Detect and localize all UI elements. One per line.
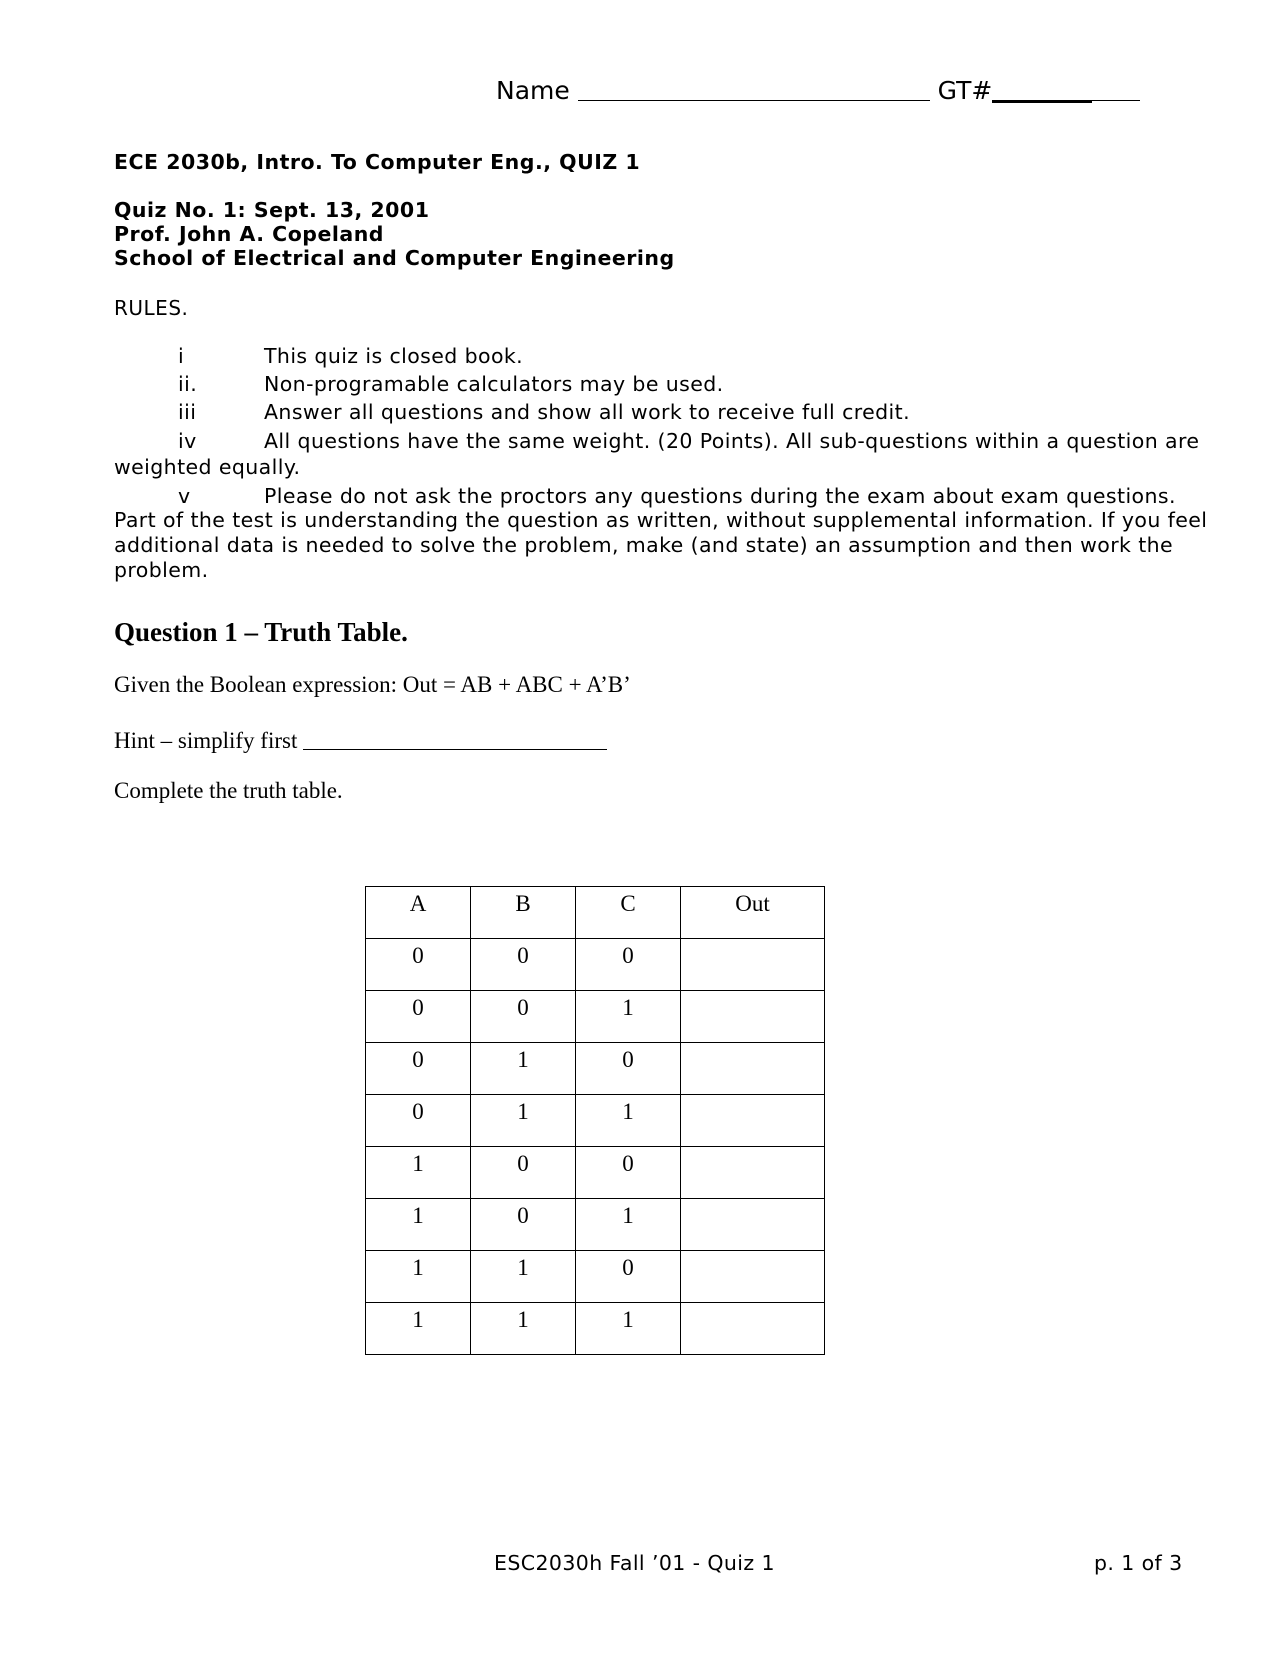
table-row — [366, 1043, 825, 1095]
cell-b: 0 — [471, 1147, 576, 1199]
cell-c: 0 — [576, 1251, 681, 1303]
column-header-out: Out — [681, 887, 825, 939]
cell-out[interactable] — [681, 1095, 825, 1147]
cell-out[interactable] — [681, 1043, 825, 1095]
hint-line — [114, 725, 607, 754]
rule-text: Answer all questions and show all work to receive full credit. — [264, 400, 910, 424]
table-row — [366, 1199, 825, 1251]
rule-text: Please do not ask the proctors any questions during the exam about exam questions. — [264, 484, 1176, 508]
cell-b: 1 — [471, 1095, 576, 1147]
cell-b: 1 — [471, 1303, 576, 1355]
hint-text: Hint – simplify first — [114, 728, 298, 753]
cell-a: 0 — [366, 939, 471, 991]
cell-b: 1 — [471, 1043, 576, 1095]
cell-c: 0 — [576, 939, 681, 991]
question-heading: Question 1 – Truth Table. — [114, 617, 408, 647]
cell-a: 0 — [366, 991, 471, 1043]
rule-number: iv — [178, 429, 197, 453]
cell-c: 1 — [576, 991, 681, 1043]
rule-number: i — [178, 344, 185, 368]
gt-field-extension — [1092, 74, 1140, 101]
page-number: p. 1 of 3 — [1094, 1551, 1183, 1575]
name-field[interactable] — [578, 74, 930, 101]
cell-b: 0 — [471, 1199, 576, 1251]
footer-course-label: ESC2030h Fall ’01 - Quiz 1 — [494, 1551, 775, 1575]
cell-c: 0 — [576, 1043, 681, 1095]
table-row — [366, 1303, 825, 1355]
name-gt-line — [496, 72, 1140, 105]
boolean-expression: Given the Boolean expression: Out = AB + ABC + A’B’ — [114, 672, 631, 697]
cell-a: 1 — [366, 1147, 471, 1199]
cell-a: 0 — [366, 1043, 471, 1095]
cell-c: 1 — [576, 1095, 681, 1147]
rule-text: This quiz is closed book. — [264, 344, 524, 368]
rule-number: ii. — [178, 372, 198, 396]
cell-c: 1 — [576, 1303, 681, 1355]
cell-out[interactable] — [681, 1251, 825, 1303]
cell-a: 1 — [366, 1303, 471, 1355]
rule-text: All questions have the same weight. (20 Points). All sub-questions within a question are — [264, 429, 1200, 453]
column-header-a: A — [366, 887, 471, 939]
cell-out[interactable] — [681, 1199, 825, 1251]
school-name: School of Electrical and Computer Engineering — [114, 246, 675, 270]
table-row — [366, 991, 825, 1043]
cell-a: 0 — [366, 1095, 471, 1147]
table-row — [366, 939, 825, 991]
cell-a: 1 — [366, 1199, 471, 1251]
table-row — [366, 1251, 825, 1303]
table-row — [366, 1147, 825, 1199]
cell-b: 0 — [471, 939, 576, 991]
cell-out[interactable] — [681, 991, 825, 1043]
cell-b: 1 — [471, 1251, 576, 1303]
cell-out[interactable] — [681, 1303, 825, 1355]
rules-label: RULES. — [114, 296, 189, 320]
cell-out[interactable] — [681, 939, 825, 991]
cell-c: 1 — [576, 1199, 681, 1251]
table-header-row — [366, 887, 825, 939]
table-row — [366, 1095, 825, 1147]
gt-label: GT# — [937, 76, 993, 105]
rule-number: v — [178, 484, 191, 508]
rule-continuation: Part of the test is understanding the question as written, without supplemental information. If you feel additional data is needed to solve the problem, make (and state) an assumption and then work the problem. — [114, 508, 1208, 582]
cell-a: 1 — [366, 1251, 471, 1303]
gt-field[interactable] — [992, 74, 1092, 101]
professor-name: Prof. John A. Copeland — [114, 222, 384, 246]
quiz-date: Quiz No. 1: Sept. 13, 2001 — [114, 198, 430, 222]
course-title: ECE 2030b, Intro. To Computer Eng., QUIZ 1 — [114, 150, 641, 174]
truth-table — [365, 886, 825, 1355]
hint-answer-field[interactable] — [303, 727, 607, 750]
column-header-c: C — [576, 887, 681, 939]
rule-number: iii — [178, 400, 197, 424]
cell-c: 0 — [576, 1147, 681, 1199]
cell-out[interactable] — [681, 1147, 825, 1199]
rule-continuation: weighted equally. — [114, 455, 301, 479]
rule-text: Non-programable calculators may be used. — [264, 372, 724, 396]
name-label: Name — [496, 76, 570, 105]
cell-b: 0 — [471, 991, 576, 1043]
instruction-text: Complete the truth table. — [114, 778, 343, 803]
column-header-b: B — [471, 887, 576, 939]
